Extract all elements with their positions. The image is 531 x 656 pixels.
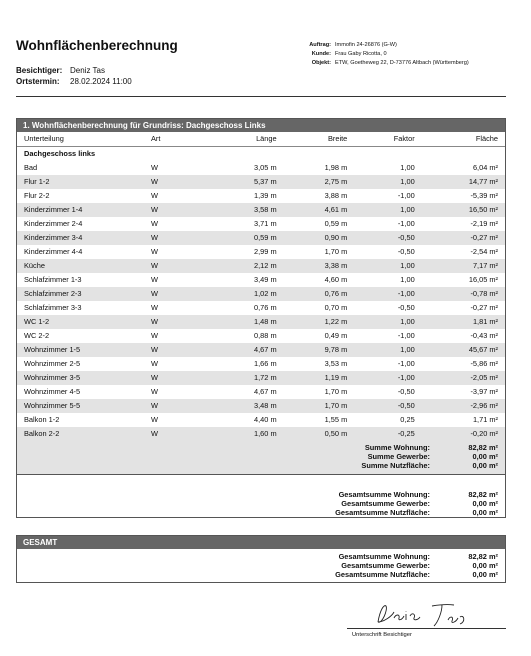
cell-faktor: -1,00: [397, 359, 415, 368]
cell-flaeche: 16,05 m²: [468, 275, 498, 284]
sum-label: Gesamtsumme Wohnung:: [338, 490, 430, 499]
cell-laenge: 0,76 m: [254, 303, 277, 312]
cell-unterteilung: Wohnzimmer 3-5: [17, 371, 151, 385]
cell-faktor: -0,50: [354, 231, 421, 245]
cell-flaeche: 1,81 m²: [422, 315, 505, 329]
sum-value: 0,00 m²: [472, 561, 498, 570]
cell-breite: 3,88 m: [324, 191, 348, 200]
cell-flaeche: -3,97 m²: [470, 387, 498, 396]
cell-flaeche: -0,43 m²: [470, 331, 498, 340]
cell-art: W: [151, 259, 213, 273]
cell-faktor: 1,00: [354, 259, 421, 273]
cell-laenge: 1,48 m: [213, 315, 284, 329]
sum-value: 82,82 m²: [468, 490, 498, 499]
cell-art: W: [151, 287, 213, 301]
cell-art: W: [151, 387, 158, 396]
table-row: [17, 399, 505, 413]
sum-row: [17, 490, 498, 499]
cell-unterteilung: Kinderzimmer 4-4: [24, 247, 83, 256]
sum-label: Gesamtsumme Nutzfläche:: [335, 570, 430, 579]
cell-flaeche: 7,17 m²: [422, 259, 505, 273]
sum-row: [17, 552, 498, 561]
besichtiger-value: Deniz Tas: [70, 66, 105, 75]
gesamt-totals: [17, 549, 505, 583]
cell-laenge: 2,99 m: [254, 247, 277, 256]
cell-laenge: 5,37 m: [213, 175, 284, 189]
sum-row: [17, 508, 498, 517]
objekt-label: Objekt:: [311, 60, 331, 66]
cell-unterteilung: WC 2-2: [24, 331, 50, 340]
section-box: [16, 118, 506, 518]
sum-row: [17, 499, 498, 508]
sum-value: 82,82 m²: [468, 552, 498, 561]
sum-value: 0,00 m²: [472, 461, 498, 470]
cell-art: W: [151, 399, 213, 413]
sum-label: Summe Gewerbe:: [367, 452, 430, 461]
gesamt-box: [16, 535, 506, 583]
cell-breite: 1,70 m: [324, 387, 348, 396]
group-row: [17, 147, 505, 162]
cell-art: W: [151, 275, 158, 284]
cell-art: W: [151, 343, 213, 357]
table-row: [17, 343, 505, 357]
col-faktor: Faktor: [354, 132, 421, 147]
cell-breite: 9,78 m: [284, 343, 355, 357]
header-divider: [16, 96, 506, 97]
table-row: [17, 427, 505, 441]
cell-flaeche: -2,96 m²: [422, 399, 505, 413]
cell-faktor: -0,50: [397, 303, 415, 312]
cell-laenge: 1,02 m: [213, 287, 284, 301]
cell-unterteilung: Kinderzimmer 3-4: [17, 231, 151, 245]
ortstermin-label: Ortstermin:: [16, 77, 60, 86]
table-row: [17, 385, 505, 399]
cell-unterteilung: Küche: [17, 259, 151, 273]
cell-laenge: 3,48 m: [213, 399, 284, 413]
cell-unterteilung: Kinderzimmer 2-4: [24, 219, 83, 228]
cell-laenge: 3,05 m: [254, 163, 277, 172]
table-row: [17, 371, 505, 385]
cell-breite: 0,59 m: [324, 219, 348, 228]
cell-breite: 1,70 m: [324, 247, 348, 256]
cell-breite: 1,19 m: [284, 371, 355, 385]
cell-faktor: -0,50: [354, 399, 421, 413]
cell-laenge: 1,60 m: [213, 427, 284, 441]
cell-art: W: [151, 247, 158, 256]
table-row: [17, 231, 505, 245]
cell-breite: 0,90 m: [284, 231, 355, 245]
cell-unterteilung: Bad: [24, 163, 38, 172]
sum-row: [17, 443, 498, 452]
group-label: Dachgeschoss links: [24, 149, 96, 158]
cell-faktor: -1,00: [354, 287, 421, 301]
page-title: Wohnflächenberechnung: [16, 38, 178, 53]
objekt-value: ETW, Goetheweg 22, D-73776 Altbach (Württemberg): [335, 60, 469, 66]
cell-art: W: [151, 371, 213, 385]
cell-faktor: 0,25: [400, 415, 415, 424]
sum-row: [17, 452, 498, 461]
cell-flaeche: 45,67 m²: [422, 343, 505, 357]
sum-row: [17, 570, 498, 579]
order-meta: [298, 41, 469, 68]
col-breite: Breite: [284, 132, 355, 147]
cell-flaeche: -2,19 m²: [470, 219, 498, 228]
cell-laenge: 4,40 m: [254, 415, 277, 424]
cell-unterteilung: Wohnzimmer 1-5: [17, 343, 151, 357]
cell-flaeche: -2,54 m²: [470, 247, 498, 256]
table-row: [17, 357, 505, 371]
cell-breite: 0,76 m: [284, 287, 355, 301]
cell-breite: 0,50 m: [284, 427, 355, 441]
cell-art: W: [151, 303, 158, 312]
cell-breite: 4,61 m: [284, 203, 355, 217]
cell-art: W: [151, 231, 213, 245]
signature-line: [347, 628, 506, 629]
cell-faktor: -1,00: [354, 371, 421, 385]
cell-art: W: [151, 359, 158, 368]
gesamt-title: GESAMT: [17, 536, 505, 549]
cell-unterteilung: Schlafzimmer 1-3: [24, 275, 82, 284]
signature-label: Unterschrift Besichtiger: [352, 632, 412, 638]
cell-flaeche: 6,04 m²: [472, 163, 498, 172]
sum-value: 0,00 m²: [472, 499, 498, 508]
cell-art: W: [151, 191, 158, 200]
sum-label: Gesamtsumme Wohnung:: [338, 552, 430, 561]
table-row: [17, 189, 505, 203]
table-row: [17, 217, 505, 231]
cell-unterteilung: Wohnzimmer 5-5: [17, 399, 151, 413]
section-title: 1. Wohnflächenberechnung für Grundriss: Dachgeschoss Links: [17, 119, 505, 132]
table-row: [17, 301, 505, 315]
cell-flaeche: 14,77 m²: [422, 175, 505, 189]
cell-laenge: 2,12 m: [213, 259, 284, 273]
cell-laenge: 1,66 m: [254, 359, 277, 368]
table-row: [17, 413, 505, 427]
section-sums: [17, 441, 505, 474]
cell-laenge: 3,49 m: [254, 275, 277, 284]
cell-art: W: [151, 315, 213, 329]
cell-flaeche: -5,39 m²: [470, 191, 498, 200]
col-unterteilung: Unterteilung: [17, 132, 151, 147]
besichtiger-label: Besichtiger:: [16, 66, 63, 75]
cell-flaeche: -0,27 m²: [470, 303, 498, 312]
cell-faktor: 1,00: [400, 163, 415, 172]
cell-unterteilung: Schlafzimmer 3-3: [24, 303, 82, 312]
table-row: [17, 315, 505, 329]
col-laenge: Länge: [213, 132, 284, 147]
cell-unterteilung: Wohnzimmer 2-5: [24, 359, 81, 368]
cell-flaeche: -0,27 m²: [422, 231, 505, 245]
cell-faktor: 1,00: [354, 315, 421, 329]
cell-laenge: 3,71 m: [254, 219, 277, 228]
cell-breite: 2,75 m: [284, 175, 355, 189]
cell-laenge: 1,72 m: [213, 371, 284, 385]
signature-image: [372, 600, 472, 630]
cell-flaeche: -2,05 m²: [422, 371, 505, 385]
cell-art: W: [151, 203, 213, 217]
cell-faktor: -1,00: [397, 191, 415, 200]
cell-faktor: 1,00: [354, 343, 421, 357]
sum-row: [17, 461, 498, 470]
cell-flaeche: 16,50 m²: [422, 203, 505, 217]
sum-value: 0,00 m²: [472, 508, 498, 517]
auftrag-label: Auftrag:: [309, 42, 331, 48]
cell-laenge: 4,67 m: [213, 343, 284, 357]
sum-row: [17, 561, 498, 570]
cell-faktor: -1,00: [397, 331, 415, 340]
cell-unterteilung: Balkon 2-2: [17, 427, 151, 441]
sum-label: Gesamtsumme Gewerbe:: [341, 561, 430, 570]
cell-flaeche: -5,86 m²: [470, 359, 498, 368]
kunde-label: Kunde:: [311, 51, 331, 57]
cell-faktor: -0,50: [397, 387, 415, 396]
ortstermin-value: 28.02.2024 11:00: [70, 77, 132, 86]
cell-unterteilung: Flur 2-2: [24, 191, 50, 200]
table-row: [17, 175, 505, 189]
cell-breite: 3,53 m: [324, 359, 348, 368]
table-row: [17, 203, 505, 217]
table-row: [17, 273, 505, 287]
area-table: [17, 132, 505, 441]
cell-flaeche: -0,78 m²: [422, 287, 505, 301]
cell-laenge: 4,67 m: [254, 387, 277, 396]
cell-unterteilung: Flur 1-2: [17, 175, 151, 189]
cell-art: W: [151, 331, 158, 340]
col-art: Art: [151, 132, 213, 147]
kunde-value: Frau Gaby Ricotta, 0: [335, 51, 387, 57]
sum-label: Summe Wohnung:: [364, 443, 430, 452]
table-row: [17, 329, 505, 343]
cell-faktor: 1,00: [354, 175, 421, 189]
cell-unterteilung: Kinderzimmer 1-4: [17, 203, 151, 217]
cell-flaeche: -0,20 m²: [422, 427, 505, 441]
cell-faktor: -1,00: [397, 219, 415, 228]
sum-label: Gesamtsumme Gewerbe:: [341, 499, 430, 508]
cell-faktor: 1,00: [354, 203, 421, 217]
sum-value: 0,00 m²: [472, 570, 498, 579]
cell-laenge: 0,59 m: [213, 231, 284, 245]
cell-breite: 0,70 m: [324, 303, 348, 312]
cell-unterteilung: Schlafzimmer 2-3: [17, 287, 151, 301]
table-row: [17, 259, 505, 273]
table-row: [17, 245, 505, 259]
cell-breite: 1,70 m: [284, 399, 355, 413]
table-row: [17, 287, 505, 301]
sum-value: 0,00 m²: [472, 452, 498, 461]
cell-art: W: [151, 163, 158, 172]
cell-breite: 1,98 m: [324, 163, 348, 172]
table-header-row: [17, 132, 505, 147]
cell-breite: 1,22 m: [284, 315, 355, 329]
cell-breite: 3,38 m: [284, 259, 355, 273]
cell-laenge: 0,88 m: [254, 331, 277, 340]
sum-value: 82,82 m²: [468, 443, 498, 452]
cell-unterteilung: WC 1-2: [17, 315, 151, 329]
sum-label: Summe Nutzfläche:: [361, 461, 430, 470]
cell-faktor: -0,25: [354, 427, 421, 441]
cell-art: W: [151, 427, 213, 441]
cell-art: W: [151, 415, 158, 424]
cell-flaeche: 1,71 m²: [472, 415, 498, 424]
auftrag-value: Immofin 24-26876 (G-W): [335, 42, 397, 48]
cell-unterteilung: Balkon 1-2: [24, 415, 60, 424]
cell-faktor: 1,00: [400, 275, 415, 284]
inspection-meta: [16, 65, 132, 87]
cell-breite: 0,49 m: [324, 331, 348, 340]
section-totals: [17, 487, 505, 521]
table-row: [17, 161, 505, 175]
cell-faktor: -0,50: [397, 247, 415, 256]
cell-breite: 1,55 m: [324, 415, 348, 424]
sum-label: Gesamtsumme Nutzfläche:: [335, 508, 430, 517]
cell-unterteilung: Wohnzimmer 4-5: [24, 387, 81, 396]
cell-breite: 4,60 m: [324, 275, 348, 284]
cell-laenge: 3,58 m: [213, 203, 284, 217]
cell-art: W: [151, 175, 213, 189]
cell-laenge: 1,39 m: [254, 191, 277, 200]
col-flaeche: Fläche: [422, 132, 505, 147]
cell-art: W: [151, 219, 158, 228]
